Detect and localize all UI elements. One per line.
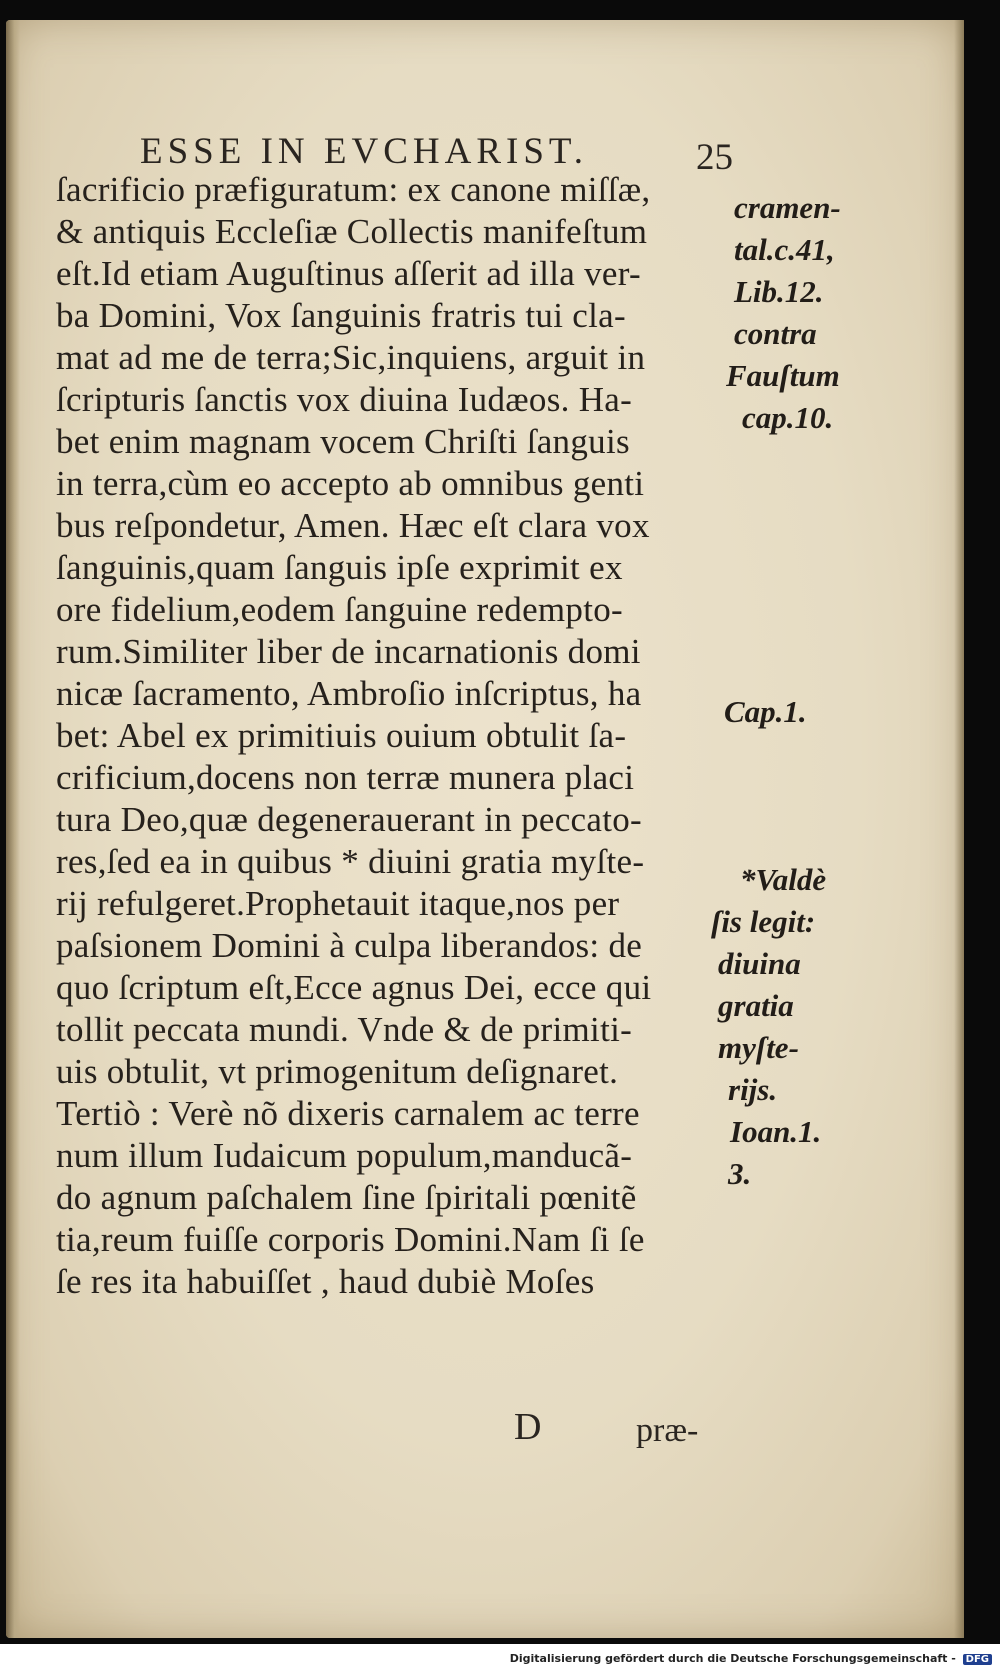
text-line: paſsionem Domini à culpa liberandos: de	[56, 926, 643, 965]
text-line: rij refulgeret.Prophetauit itaque,nos per	[56, 884, 620, 923]
dfg-logo: DFG	[963, 1654, 992, 1665]
text-line: bus reſpondetur, Amen. Hæc eſt clara vox	[56, 506, 650, 545]
margin-note: *Valdè	[740, 862, 827, 897]
margin-note: Fauſtum	[726, 358, 840, 393]
margin-note: ſis legit:	[711, 904, 816, 939]
text-line: mat ad me de terra;Sic,inquiens, arguit in	[56, 338, 646, 377]
text-line: do agnum paſchalem ſine ſpiritali pœnitẽ	[56, 1178, 637, 1217]
margin-note: Lib.12.	[734, 274, 824, 309]
signature-mark: D	[514, 1406, 542, 1448]
text-line: in terra,cùm eo accepto ab omnibus genti	[56, 464, 645, 503]
margin-note: myſte-	[718, 1030, 799, 1065]
text-line: res,ſed ea in quibus * diuini gratia myſte-	[56, 842, 645, 881]
margin-note: cap.10.	[742, 400, 834, 435]
text-line: ſe res ita habuiſſet , haud dubiè Moſes	[56, 1262, 595, 1301]
margin-note: rijs.	[728, 1072, 778, 1107]
text-line: Tertiò : Verè nõ dixeris carnalem ac terre	[56, 1094, 640, 1133]
page-number: 25	[696, 137, 733, 178]
text-line: ſacrificio præfiguratum: ex canone miſſæ,	[56, 170, 651, 209]
page-gutter	[6, 20, 20, 1638]
margin-note: diuina	[718, 946, 801, 981]
text-line: tia,reum fuiſſe corporis Domini.Nam ſi ſe	[56, 1220, 645, 1259]
margin-note: contra	[734, 316, 817, 351]
text-line: ſanguinis,quam ſanguis ipſe exprimit ex	[56, 548, 623, 587]
text-line: rum.Similiter liber de incarnationis domi	[56, 632, 641, 671]
margin-note: cramen-	[734, 190, 841, 225]
text-line: tura Deo,quæ degenerauerant in peccato-	[56, 800, 643, 839]
text-line: ba Domini, Vox ſanguinis fratris tui cla-	[56, 296, 626, 335]
text-line: crificium,docens non terræ munera placi	[56, 758, 635, 797]
text-line: uis obtulit, vt primogenitum deſignaret.	[56, 1052, 619, 1091]
margin-note: Ioan.1.	[730, 1114, 822, 1149]
page-edge	[954, 20, 964, 1638]
catchword: præ-	[636, 1412, 699, 1449]
funding-footer	[510, 1652, 992, 1665]
book-page	[6, 20, 964, 1638]
footer-text: Digitalisierung gefördert durch die Deutsche Forschungsgemeinschaft -	[509, 1652, 956, 1665]
margin-note: gratia	[718, 988, 794, 1023]
text-line: eſt.Id etiam Auguſtinus aſſerit ad illa ver-	[56, 254, 641, 293]
text-line: quo ſcriptum eſt,Ecce agnus Dei, ecce qui	[56, 968, 652, 1007]
text-line: nicæ ſacramento, Ambroſio inſcriptus, ha	[56, 674, 642, 713]
text-line: bet: Abel ex primitiuis ouium obtulit ſa-	[56, 716, 627, 755]
running-head: ESSE IN EVCHARIST.	[140, 131, 589, 172]
text-line: ſcripturis ſanctis vox diuina Iudæos. Ha-	[56, 380, 633, 419]
text-line: ore fidelium,eodem ſanguine redempto-	[56, 590, 624, 629]
text-line: tollit peccata mundi. Vnde & de primiti-	[56, 1010, 633, 1049]
text-line: num illum Iudaicum populum,manducã-	[56, 1136, 633, 1175]
margin-note: Cap.1.	[724, 694, 807, 729]
text-line: bet enim magnam vocem Chriſti ſanguis	[56, 422, 630, 461]
margin-note: tal.c.41,	[734, 232, 835, 267]
text-line: & antiquis Eccleſiæ Collectis manifeſtum	[56, 212, 648, 251]
margin-note: 3.	[728, 1156, 752, 1191]
